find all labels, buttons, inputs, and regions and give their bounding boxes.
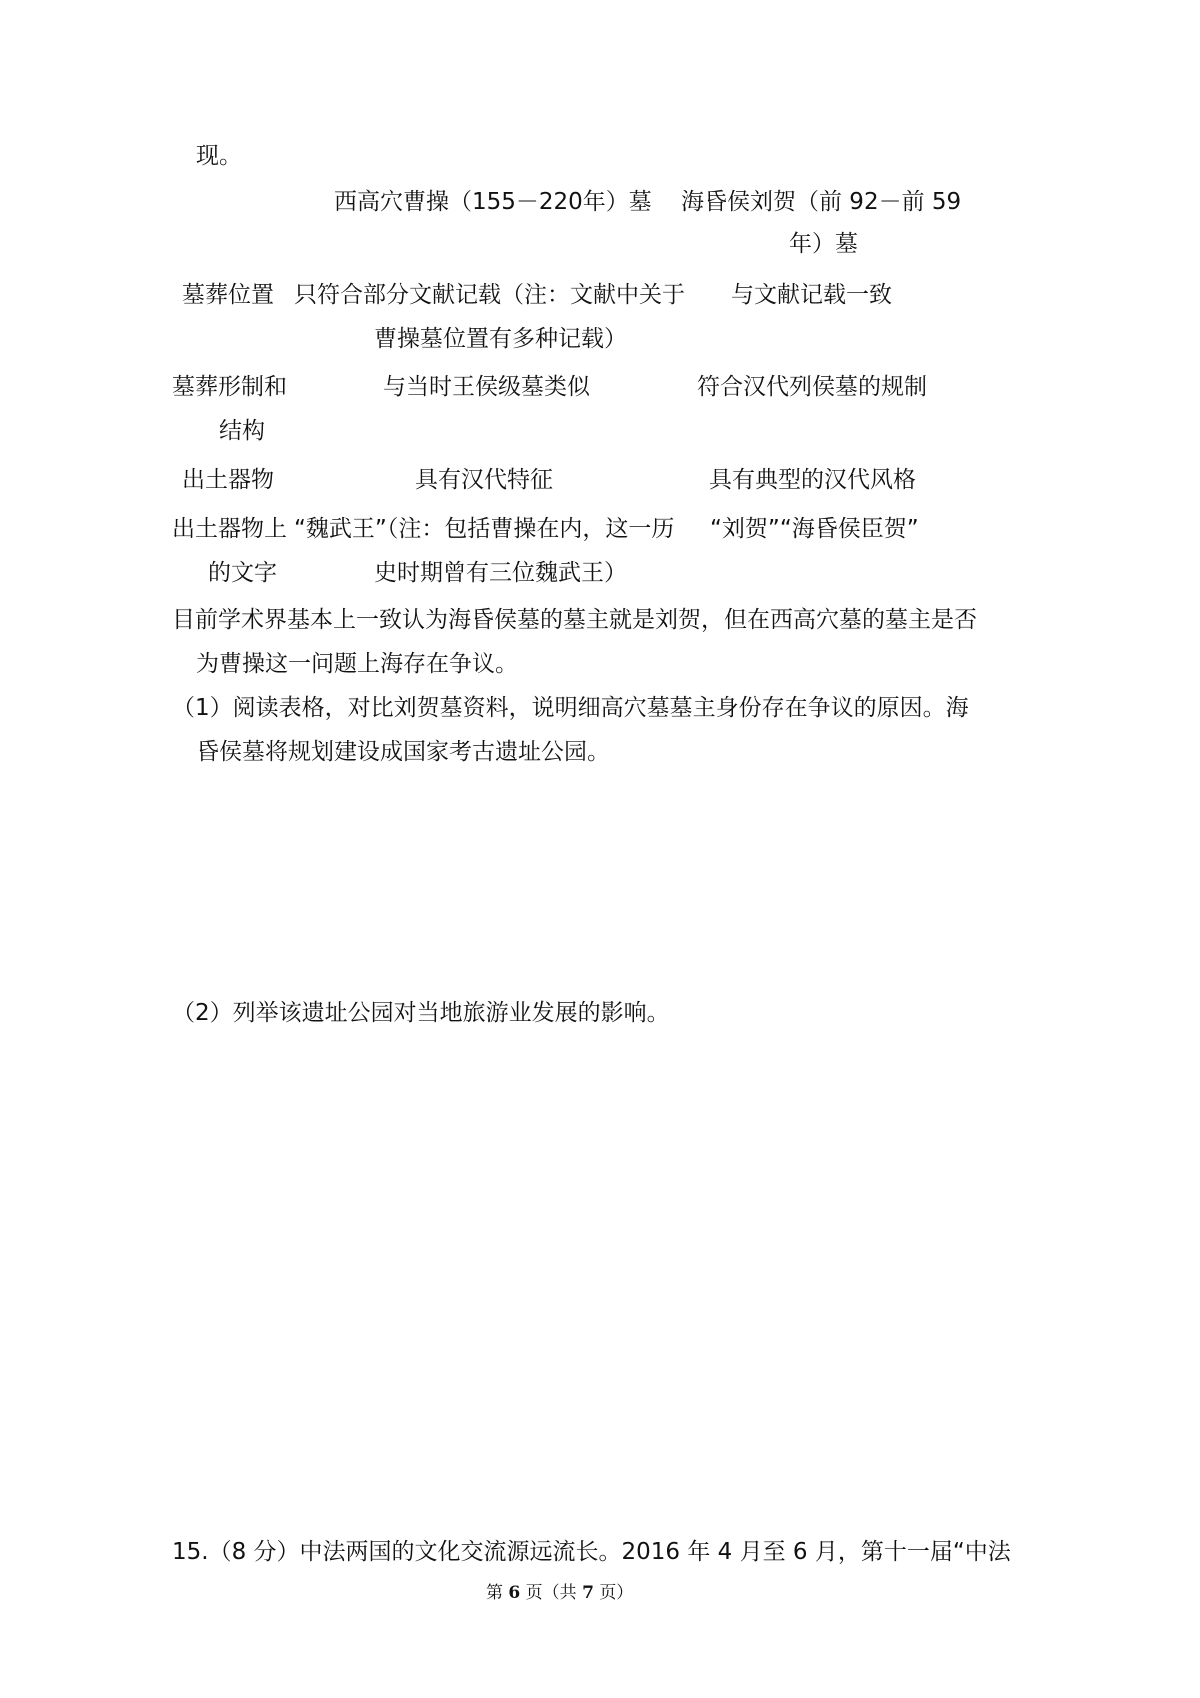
footer-suffix: 页） <box>599 1583 634 1603</box>
table-header-cao-cao-tomb: 西高穴曹操（155－220年）墓 <box>334 189 652 215</box>
table-row-label: 墓葬形制和 <box>172 374 287 400</box>
table-cell-liu-he: “刘贺”“海昏侯臣贺” <box>710 516 919 542</box>
question-2: （2）列举该遗址公园对当地旅游业发展的影响。 <box>172 1000 670 1026</box>
paragraph-line: 为曹操这一问题上海存在争议。 <box>196 651 518 677</box>
footer-prefix: 第 <box>486 1583 503 1603</box>
table-row-label: 出土器物 <box>182 467 274 493</box>
table-row-label: 出土器物上 <box>172 516 287 542</box>
table-cell-cao-cao: 只符合部分文献记载（注：文献中关于 <box>294 282 685 308</box>
table-header-liu-he-tomb: 海昏侯刘贺（前 92－前 59 <box>681 189 962 215</box>
table-header-liu-he-tomb-line2: 年）墓 <box>789 231 858 257</box>
table-row-label-line2: 的文字 <box>208 560 277 586</box>
footer-page-number: 6 <box>508 1583 521 1603</box>
question-15: 15.（8 分）中法两国的文化交流源远流长。2016 年 4 月至 6 月，第十一届“中法 <box>172 1539 1011 1565</box>
table-cell-cao-cao: “魏武王”（注：包括曹操在内，这一历 <box>294 516 675 542</box>
question-1: （1）阅读表格，对比刘贺墓资料，说明细高穴墓墓主身份存在争议的原因。海 <box>172 695 969 721</box>
continuation-text: 现。 <box>196 143 242 169</box>
paragraph-line: 目前学术界基本上一致认为海昏侯墓的墓主就是刘贺，但在西高穴墓的墓主是否 <box>172 607 977 633</box>
question-1-line2: 昏侯墓将规划建设成国家考古遗址公园。 <box>196 739 610 765</box>
table-cell-cao-cao: 具有汉代特征 <box>415 467 553 493</box>
table-row-label: 墓葬位置 <box>182 282 274 308</box>
footer-middle: 页（共 <box>525 1583 577 1603</box>
table-cell-liu-he: 符合汉代列侯墓的规制 <box>697 374 927 400</box>
table-cell-cao-cao-line2: 史时期曾有三位魏武王） <box>374 560 627 586</box>
table-row-label-line2: 结构 <box>219 418 265 444</box>
table-cell-cao-cao: 与当时王侯级墓类似 <box>383 374 590 400</box>
table-cell-liu-he: 与文献记载一致 <box>731 282 892 308</box>
footer-total-pages: 7 <box>582 1583 594 1603</box>
page-footer <box>486 1578 633 1608</box>
table-cell-cao-cao-line2: 曹操墓位置有多种记载） <box>374 326 627 352</box>
table-cell-liu-he: 具有典型的汉代风格 <box>709 467 916 493</box>
